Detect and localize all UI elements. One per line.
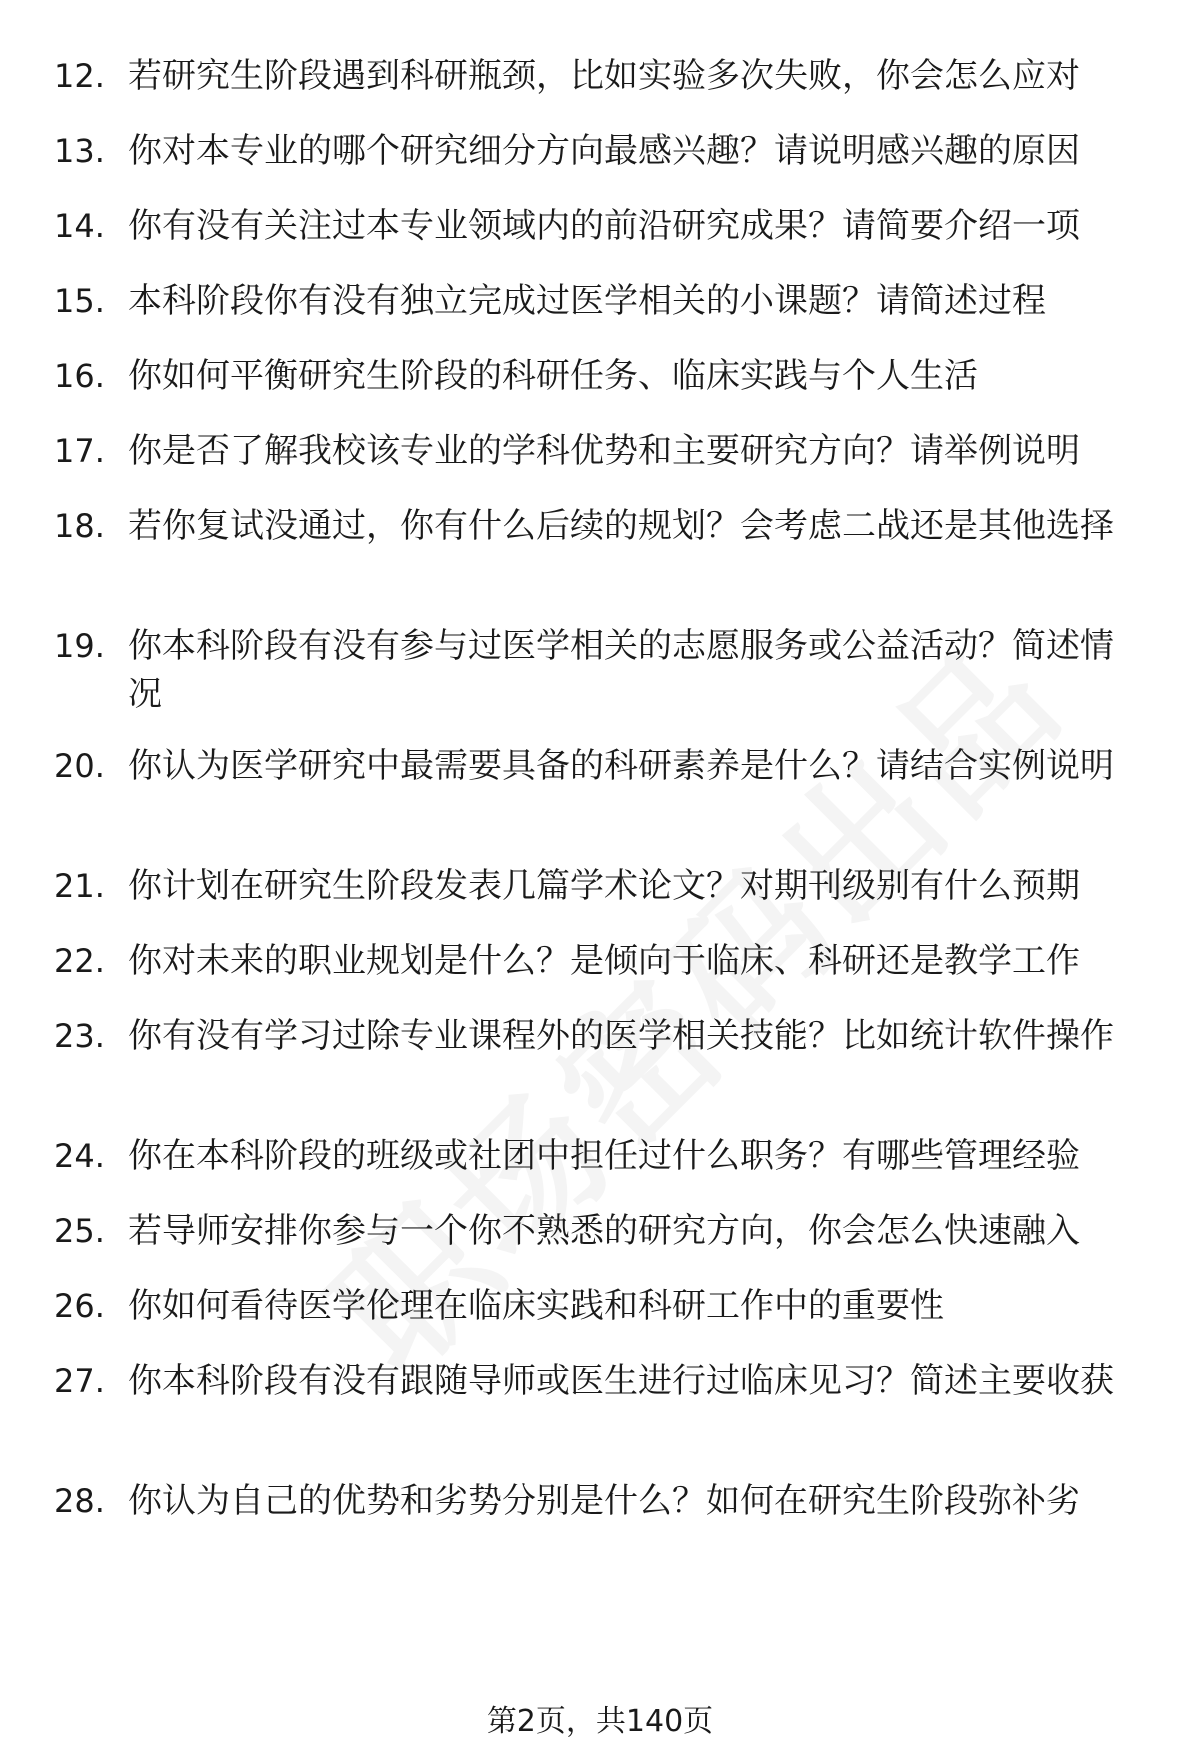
item-number: 27.	[54, 1362, 105, 1400]
item-text: 若你复试没通过，你有什么后续的规划？会考虑二战还是其他选择	[128, 506, 1114, 546]
page-footer: 第2页，共140页	[486, 1704, 714, 1739]
item-text: 你认为医学研究中最需要具备的科研素养是什么？请结合实例说明	[128, 746, 1114, 786]
item-number: 28.	[54, 1482, 105, 1520]
item-text: 你如何看待医学伦理在临床实践和科研工作中的重要性	[128, 1286, 944, 1326]
item-text: 你有没有关注过本专业领域内的前沿研究成果？请简要介绍一项	[128, 206, 1080, 246]
item-number: 22.	[54, 942, 105, 980]
item-number: 24.	[54, 1137, 105, 1175]
item-text: 若研究生阶段遇到科研瓶颈，比如实验多次失败，你会怎么应对	[128, 56, 1080, 96]
item-number: 25.	[54, 1212, 105, 1250]
item-text: 你本科阶段有没有参与过医学相关的志愿服务或公益活动？简述情况	[128, 626, 1114, 714]
item-number: 21.	[54, 867, 105, 905]
item-text: 你计划在研究生阶段发表几篇学术论文？对期刊级别有什么预期	[128, 866, 1080, 906]
item-text: 你认为自己的优势和劣势分别是什么？如何在研究生阶段弥补劣	[128, 1481, 1080, 1521]
item-text: 你有没有学习过除专业课程外的医学相关技能？比如统计软件操作	[128, 1016, 1114, 1056]
item-text: 你在本科阶段的班级或社团中担任过什么职务？有哪些管理经验	[128, 1136, 1080, 1176]
item-number: 19.	[54, 627, 105, 665]
item-text: 你对未来的职业规划是什么？是倾向于临床、科研还是教学工作	[128, 941, 1080, 981]
item-text: 你对本专业的哪个研究细分方向最感兴趣？请说明感兴趣的原因	[128, 131, 1080, 171]
item-number: 26.	[54, 1287, 105, 1325]
item-text: 你本科阶段有没有跟随导师或医生进行过临床见习？简述主要收获	[128, 1361, 1114, 1401]
item-number: 14.	[54, 207, 105, 245]
item-text: 本科阶段你有没有独立完成过医学相关的小课题？请简述过程	[128, 281, 1046, 321]
item-number: 15.	[54, 282, 105, 320]
item-number: 20.	[54, 747, 105, 785]
item-text: 你是否了解我校该专业的学科优势和主要研究方向？请举例说明	[128, 431, 1080, 471]
item-number: 23.	[54, 1017, 105, 1055]
item-number: 13.	[54, 132, 105, 170]
item-text: 若导师安排你参与一个你不熟悉的研究方向，你会怎么快速融入	[128, 1211, 1080, 1251]
item-number: 12.	[54, 57, 105, 95]
item-number: 18.	[54, 507, 105, 545]
item-number: 17.	[54, 432, 105, 470]
item-number: 16.	[54, 357, 105, 395]
item-text: 你如何平衡研究生阶段的科研任务、临床实践与个人生活	[128, 356, 978, 396]
